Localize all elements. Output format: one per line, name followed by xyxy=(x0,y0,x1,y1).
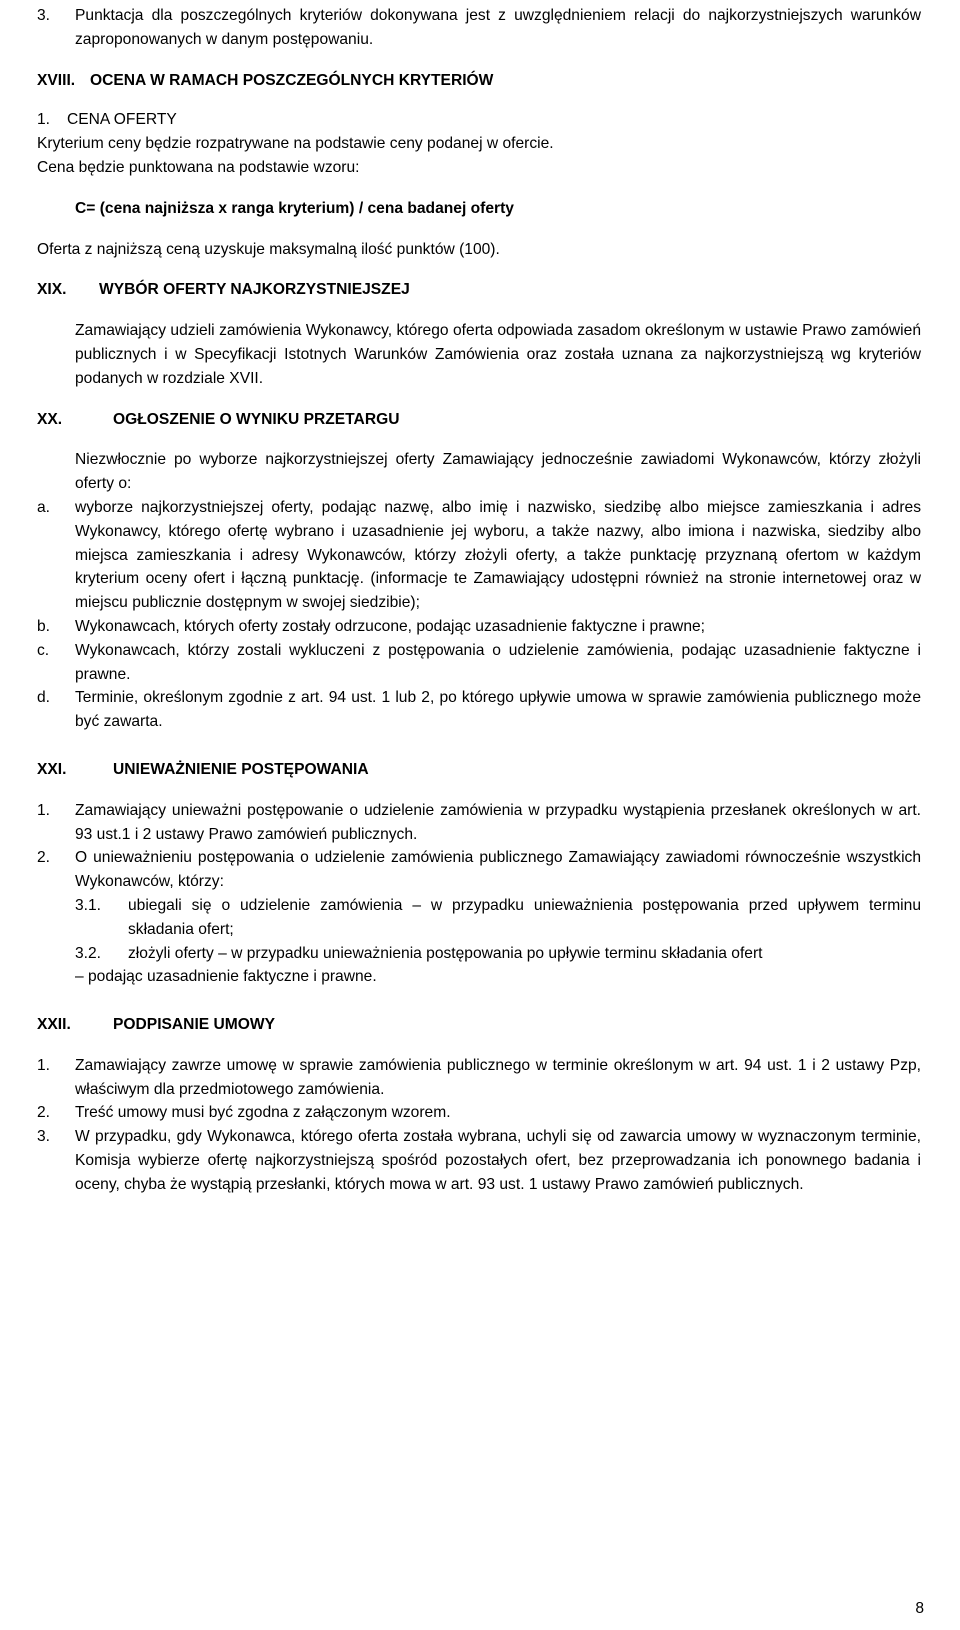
list-text: Punktacja dla poszczególnych kryteriów dokonywana jest z uwzględnieniem relacji do najkorzystniejszych warunków zaproponowanych w danym postępowaniu. xyxy=(75,7,921,48)
intro-paragraph xyxy=(37,4,921,52)
list-number: d. xyxy=(37,689,51,707)
section-title: PODPISANIE UMOWY xyxy=(113,1016,276,1034)
section-title: OGŁOSZENIE O WYNIKU PRZETARGU xyxy=(113,410,400,428)
criterion-item xyxy=(37,108,921,132)
list-text: O unieważnieniu postępowania o udzielenie zamówienia publicznego Zamawiający zawiadomi równocześnie wszystkich Wykonawców, którzy: xyxy=(75,849,921,891)
list-item xyxy=(37,686,921,734)
list-item xyxy=(37,639,921,687)
list-text: ubiegali się o udzielenie zamówienia – w przypadku unieważnienia postępowania przed upływem terminu składania ofert; xyxy=(128,896,921,938)
list-item xyxy=(37,496,921,615)
sub-list-item xyxy=(37,894,921,942)
list-text: Zamawiający zawrze umowę w sprawie zamówienia publicznego w terminie określonym w art. 94 ust. 1 i 2 ustawy Pzp, właściwym dla przedmiotowego zamówienia. xyxy=(75,1056,921,1098)
document-page xyxy=(37,4,921,1197)
section-heading-xx xyxy=(37,408,921,432)
list-text: Wykonawcach, którzy zostali wykluczeni z postępowania o udzielenie zamówienia, podając uzasadnienie faktyczne i prawne. xyxy=(75,641,921,683)
sub-list-item xyxy=(37,942,921,966)
list-item xyxy=(37,1125,921,1196)
criterion-line: Cena będzie punktowana na podstawie wzoru: xyxy=(37,158,360,176)
list-text: Terminie, określonym zgodnie z art. 94 ust. 1 lub 2, po którego upływie umowa w sprawie zamówienia publicznego może być zawarta. xyxy=(75,689,921,731)
list-number: 2. xyxy=(37,1104,51,1122)
section-number: XX. xyxy=(37,410,63,428)
price-formula: C= (cena najniższa x ranga kryterium) / cena badanej oferty xyxy=(75,199,514,217)
section-number: XIX. xyxy=(37,281,67,299)
list-number: 1. xyxy=(37,1056,51,1074)
section-number: XXI. xyxy=(37,760,67,778)
max-points-note: Oferta z najniższą ceną uzyskuje maksymalną ilość punktów (100). xyxy=(37,240,500,258)
list-number: 3.2. xyxy=(75,944,102,962)
section-heading-xviii xyxy=(37,69,921,93)
list-item xyxy=(37,846,921,894)
list-item xyxy=(37,1054,921,1102)
list-number: b. xyxy=(37,617,51,635)
list-text: złożyli oferty – w przypadku unieważnienia postępowania po upływie terminu składania ofert xyxy=(128,944,763,962)
notification-list xyxy=(37,496,921,734)
section-heading-xxi xyxy=(37,758,921,782)
list-item xyxy=(37,615,921,639)
annulment-list xyxy=(37,799,921,989)
list-number: 3. xyxy=(37,7,51,24)
list-text: Treść umowy musi być zgodna z załączonym wzorem. xyxy=(75,1104,451,1122)
list-number: a. xyxy=(37,498,51,516)
list-item xyxy=(37,1101,921,1125)
section-heading-xix xyxy=(37,278,921,302)
list-number: 1. xyxy=(37,801,51,819)
section-title: OCENA W RAMACH POSZCZEGÓLNYCH KRYTERIÓW xyxy=(90,71,494,89)
list-number: c. xyxy=(37,641,50,659)
list-text: wyborze najkorzystniejszej oferty, podając nazwę, albo imię i nazwisko, siedzibę albo miejsce zamieszkania i adres Wykonawcy, którego ofertę wybrano i uzasadnienie jej wyboru, a także nazwy, albo imiona i nazwiska, siedziby albo miejsca zamieszkania i adresy Wykonawców, którzy złożyli oferty, a także punktację przyznaną ofertom w każdym kryterium oceny ofert i łączną punktację. (informacje te Zamawiający udostępni również na stronie internetowej oraz w miejscu publicznie dostępnym w swojej siedzibie); xyxy=(75,498,921,612)
list-number: 1. xyxy=(37,111,51,129)
list-text: W przypadku, gdy Wykonawca, którego oferta została wybrana, uchyli się od zawarcia umowy w wyznaczonym terminie, Komisja wybierze ofertę najkorzystniejszą spośród pozostałych ofert, bez przeprowadzania ich ponownego badania i oceny, chyba że wystąpią przesłanki, których mowa w art. 93 ust. 1 ustawy Prawo zamówień publicznych. xyxy=(75,1128,921,1193)
section-title: UNIEWAŻNIENIE POSTĘPOWANIA xyxy=(113,760,369,778)
section-lead: Niezwłocznie po wyborze najkorzystniejszej oferty Zamawiający jednocześnie zawiadomi Wykonawców, którzy złożyli oferty o: xyxy=(75,451,921,493)
section-body: Zamawiający udzieli zamówienia Wykonawcy, którego oferta odpowiada zasadom określonym w ustawie Prawo zamówień publicznych i w Specyfikacji Istotnych Warunków Zamówienia oraz została uznana za najkorzystniejszą wg kryteriów podanych w rozdziale XVII. xyxy=(75,322,921,387)
list-text: Zamawiający unieważni postępowanie o udzielenie zamówienia w przypadku wystąpienia przesłanek określonych w art. 93 ust.1 i 2 ustawy Prawo zamówień publicznych. xyxy=(75,801,921,843)
list-number: 3. xyxy=(37,1128,51,1146)
contract-list xyxy=(37,1054,921,1197)
section-title: WYBÓR OFERTY NAJKORZYSTNIEJSZEJ xyxy=(99,281,410,299)
list-number: 3.1. xyxy=(75,896,102,914)
section-heading-xxii xyxy=(37,1013,921,1037)
annulment-tail: – podając uzasadnienie faktyczne i prawne. xyxy=(75,968,377,986)
section-number: XXII. xyxy=(37,1016,71,1034)
page-number: 8 xyxy=(915,1600,924,1617)
list-number: 2. xyxy=(37,849,51,867)
criterion-title: CENA OFERTY xyxy=(67,111,177,129)
criterion-line: Kryterium ceny będzie rozpatrywane na podstawie ceny podanej w ofercie. xyxy=(37,135,554,153)
list-item xyxy=(37,799,921,847)
list-text: Wykonawcach, których oferty zostały odrzucone, podając uzasadnienie faktyczne i prawne; xyxy=(75,617,706,635)
section-number: XVIII. xyxy=(37,71,76,89)
